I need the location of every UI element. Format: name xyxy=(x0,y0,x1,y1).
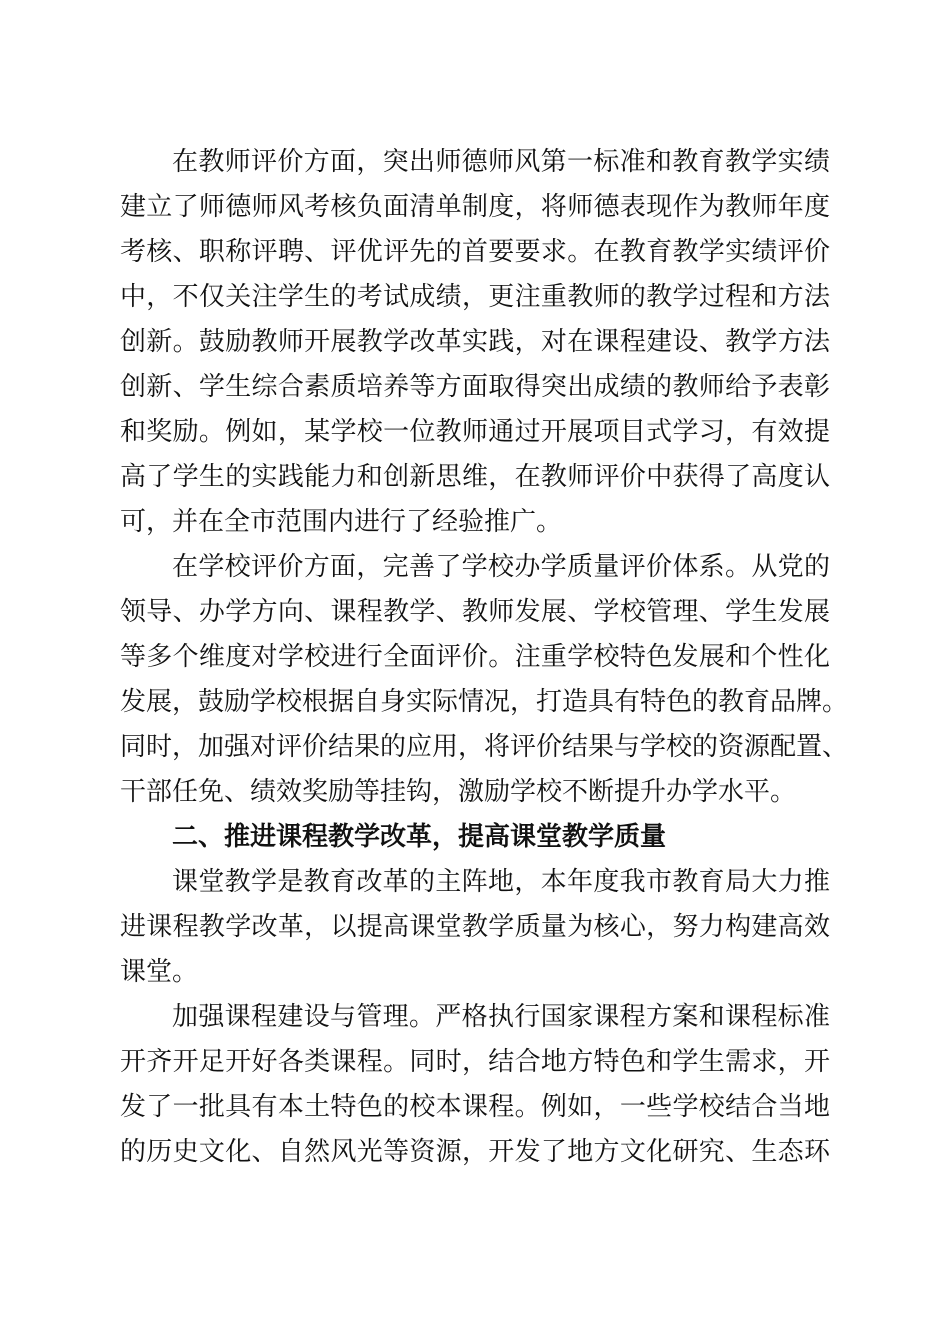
paragraph-line: 在教师评价方面，突出师德师风第一标准和教育教学实绩 xyxy=(172,147,830,177)
paragraph-line: 课堂。 xyxy=(120,957,199,987)
document-body xyxy=(120,0,849,1344)
paragraph-line: 等多个维度对学校进行全面评价。注重学校特色发展和个性化 xyxy=(120,642,830,672)
paragraph-line: 中，不仅关注学生的考试成绩，更注重教师的教学过程和方法 xyxy=(120,282,830,312)
paragraph-line: 创新。鼓励教师开展教学改革实践，对在课程建设、教学方法 xyxy=(120,327,830,357)
section-heading: 二、推进课程教学改革，提高课堂教学质量 xyxy=(172,822,667,852)
paragraph-line: 干部任免、绩效奖励等挂钩，激励学校不断提升办学水平。 xyxy=(120,777,797,807)
paragraph-line: 进课程教学改革，以提高课堂教学质量为核心，努力构建高效 xyxy=(120,912,830,942)
paragraph-line: 建立了师德师风考核负面清单制度，将师德表现作为教师年度 xyxy=(120,192,830,222)
paragraph-line: 可，并在全市范围内进行了经验推广。 xyxy=(120,507,563,537)
paragraph-line: 领导、办学方向、课程教学、教师发展、学校管理、学生发展 xyxy=(120,597,830,627)
paragraph-line: 创新、学生综合素质培养等方面取得突出成绩的教师给予表彰 xyxy=(120,372,830,402)
paragraph-line: 加强课程建设与管理。严格执行国家课程方案和课程标准 xyxy=(172,1002,830,1032)
paragraph-line: 发了一批具有本土特色的校本课程。例如，一些学校结合当地 xyxy=(120,1092,830,1122)
paragraph-line: 开齐开足开好各类课程。同时，结合地方特色和学生需求，开 xyxy=(120,1047,830,1077)
paragraph-line: 高了学生的实践能力和创新思维，在教师评价中获得了高度认 xyxy=(120,462,830,492)
paragraph-line: 和奖励。例如，某学校一位教师通过开展项目式学习，有效提 xyxy=(120,417,830,447)
paragraph-line: 发展，鼓励学校根据自身实际情况，打造具有特色的教育品牌。 xyxy=(120,687,849,717)
paragraph-line: 在学校评价方面，完善了学校办学质量评价体系。从党的 xyxy=(172,552,830,582)
paragraph-line: 的历史文化、自然风光等资源，开发了地方文化研究、生态环 xyxy=(120,1137,830,1167)
paragraph-line: 考核、职称评聘、评优评先的首要要求。在教育教学实绩评价 xyxy=(120,237,830,267)
paragraph-line: 课堂教学是教育改革的主阵地，本年度我市教育局大力推 xyxy=(172,867,830,897)
paragraph-line: 同时，加强对评价结果的应用，将评价结果与学校的资源配置、 xyxy=(120,732,849,762)
